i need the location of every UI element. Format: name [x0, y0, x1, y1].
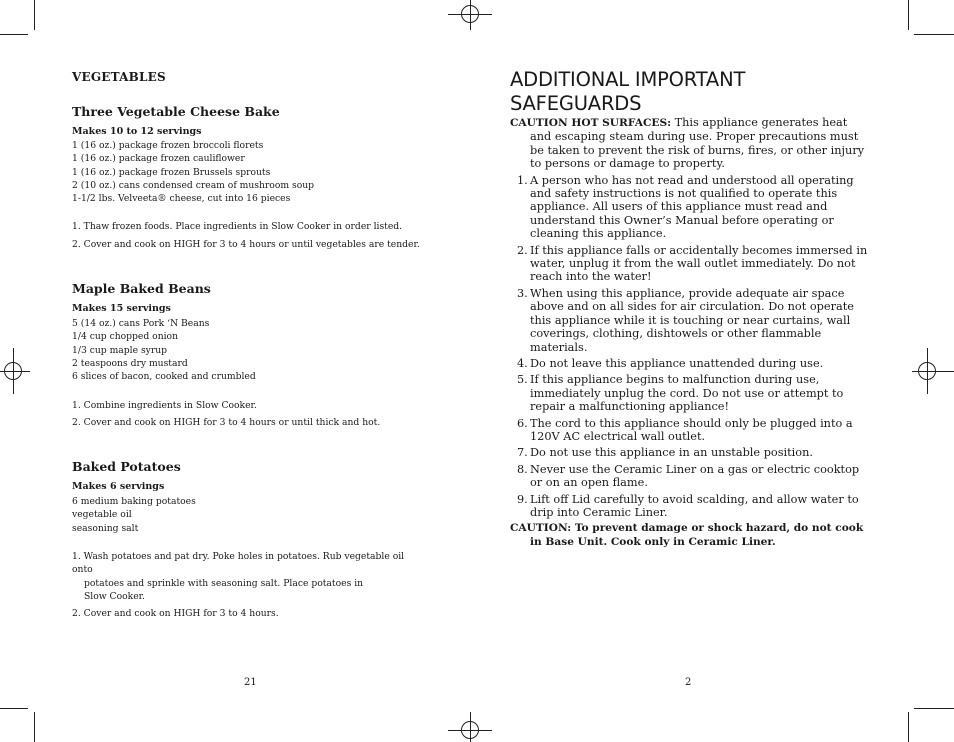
safeguard-item — [510, 174, 870, 241]
final-caution: CAUTION: To prevent damage or shock hazard, do not cook in Base Unit. Cook only in Ceramic Liner. — [510, 522, 864, 548]
ingredient: 2 (10 oz.) cans condensed cream of mushroom soup — [72, 179, 315, 191]
ingredient-list — [72, 139, 422, 205]
step-continuation: potatoes and sprinkle with seasoning salt. Place potatoes in — [84, 577, 364, 589]
page-number-left: 21 — [244, 677, 257, 688]
recipe-servings: Makes 10 to 12 servings — [72, 126, 202, 137]
step: 2. Cover and cook on HIGH for 3 to 4 hours or until thick and hot. — [72, 416, 381, 428]
crop-mark — [0, 34, 28, 35]
left-page — [72, 70, 422, 621]
ingredient: 1 (16 oz.) package frozen broccoli florets — [72, 140, 264, 151]
item-text: The cord to this appliance should only be plugged into a 120V AC electrical wall outlet. — [530, 416, 853, 443]
recipe-servings: Makes 6 servings — [72, 481, 165, 493]
safeguard-item — [510, 463, 870, 490]
safeguard-item — [510, 446, 870, 459]
item-number: 2. — [517, 243, 528, 257]
step-continuation: Slow Cooker. — [84, 590, 145, 602]
item-text: A person who has not read and understood all operating and safety instructions is not qualified to operate this appliance. All users of this appliance must read and understand this Owner’s Manual before operating or cleaning this appliance. — [530, 173, 854, 241]
item-number: 1. — [517, 173, 528, 187]
item-text: Lift off Lid carefully to avoid scalding, and allow water to drip into Ceramic Liner. — [530, 492, 859, 519]
ingredient: 1-1/2 lbs. Velveeta® cheese, cut into 16 pieces — [72, 193, 291, 205]
item-text: Do not leave this appliance unattended during use. — [530, 356, 824, 370]
ingredient-list — [72, 317, 422, 383]
item-number: 8. — [517, 462, 528, 476]
step-list — [72, 399, 422, 430]
item-number: 5. — [517, 373, 528, 387]
page-number-right: 2 — [685, 677, 692, 688]
ingredient: vegetable oil — [72, 509, 132, 521]
ingredient: 6 slices of bacon, cooked and crumbled — [72, 371, 256, 383]
step-list — [72, 220, 422, 251]
ingredient: 6 medium baking potatoes — [72, 496, 196, 508]
crop-mark — [34, 712, 35, 742]
intro-caution-text: This appliance generates heat and escaping steam during use. Proper precautions must be taken to prevent the risk of burns, fires, or other injury to persons or damage to property. — [530, 116, 865, 171]
crop-mark — [908, 712, 909, 742]
page-title: ADDITIONAL IMPORTANT SAFEGUARDS — [510, 68, 746, 115]
item-number: 7. — [517, 446, 528, 460]
safeguard-item — [510, 244, 870, 284]
recipe-three-vegetable-cheese-bake — [72, 104, 422, 251]
recipe-servings: Makes 15 servings — [72, 303, 171, 315]
step: 2. Cover and cook on HIGH for 3 to 4 hours. — [72, 608, 279, 620]
section-heading: VEGETABLES — [72, 70, 166, 84]
step: 1. Combine ingredients in Slow Cooker. — [72, 399, 257, 411]
crop-mark — [908, 0, 909, 30]
safeguard-item — [510, 417, 870, 444]
safeguard-item — [510, 287, 870, 354]
step-list — [72, 550, 422, 620]
item-number: 9. — [517, 492, 528, 506]
ingredient: seasoning salt — [72, 522, 139, 534]
safeguard-item — [510, 373, 870, 413]
item-text: If this appliance falls or accidentally becomes immersed in water, unplug it from the wall outlet immediately. Do not reach into the water! — [530, 243, 868, 284]
step: 2. Cover and cook on HIGH for 3 to 4 hours or until vegetables are tender. — [72, 238, 420, 250]
ingredient: 1 (16 oz.) package frozen Brussels sprouts — [72, 166, 271, 178]
ingredient: 1/3 cup maple syrup — [72, 344, 168, 356]
recipe-baked-potatoes — [72, 459, 422, 620]
safeguard-item — [510, 357, 870, 370]
crop-mark — [914, 34, 954, 35]
recipe-maple-baked-beans — [72, 281, 422, 429]
item-number: 3. — [517, 286, 528, 300]
intro-caution-lead: CAUTION HOT SURFACES: — [510, 117, 672, 129]
step: 1. Thaw frozen foods. Place ingredients in Slow Cooker in order listed. — [72, 221, 403, 233]
item-text: When using this appliance, provide adequate air space above and on all sides for air circulation. Do not operate this appliance while it is touching or near curtains, wall coverings, clothing, dishtowels or other flammable materials. — [530, 286, 854, 354]
safeguard-list — [510, 174, 870, 520]
item-number: 4. — [517, 356, 528, 370]
crop-mark — [0, 708, 28, 709]
intro-caution — [510, 116, 870, 171]
item-text: Do not use this appliance in an unstable position. — [530, 446, 813, 460]
right-page — [510, 68, 870, 549]
recipe-title: Maple Baked Beans — [72, 281, 211, 297]
safeguard-item — [510, 493, 870, 520]
step: 1. Wash potatoes and pat dry. Poke holes in potatoes. Rub vegetable oil onto — [72, 551, 405, 576]
item-text: If this appliance begins to malfunction during use, immediately unplug the cord. Do not use or attempt to repair a malfunctioning appliance! — [530, 373, 844, 414]
item-text: Never use the Ceramic Liner on a gas or electric cooktop or on an open flame. — [530, 462, 860, 490]
ingredient: 1 (16 oz.) package frozen cauliflower — [72, 153, 245, 165]
ingredient-list — [72, 495, 422, 535]
recipe-title: Baked Potatoes — [72, 459, 181, 475]
ingredient: 2 teaspoons dry mustard — [72, 357, 188, 369]
recipe-title: Three Vegetable Cheese Bake — [72, 104, 280, 119]
ingredient: 5 (14 oz.) cans Pork ‘N Beans — [72, 318, 210, 330]
ingredient: 1/4 cup chopped onion — [72, 331, 179, 343]
crop-mark — [34, 0, 35, 30]
item-number: 6. — [517, 416, 528, 430]
crop-mark — [914, 708, 954, 709]
